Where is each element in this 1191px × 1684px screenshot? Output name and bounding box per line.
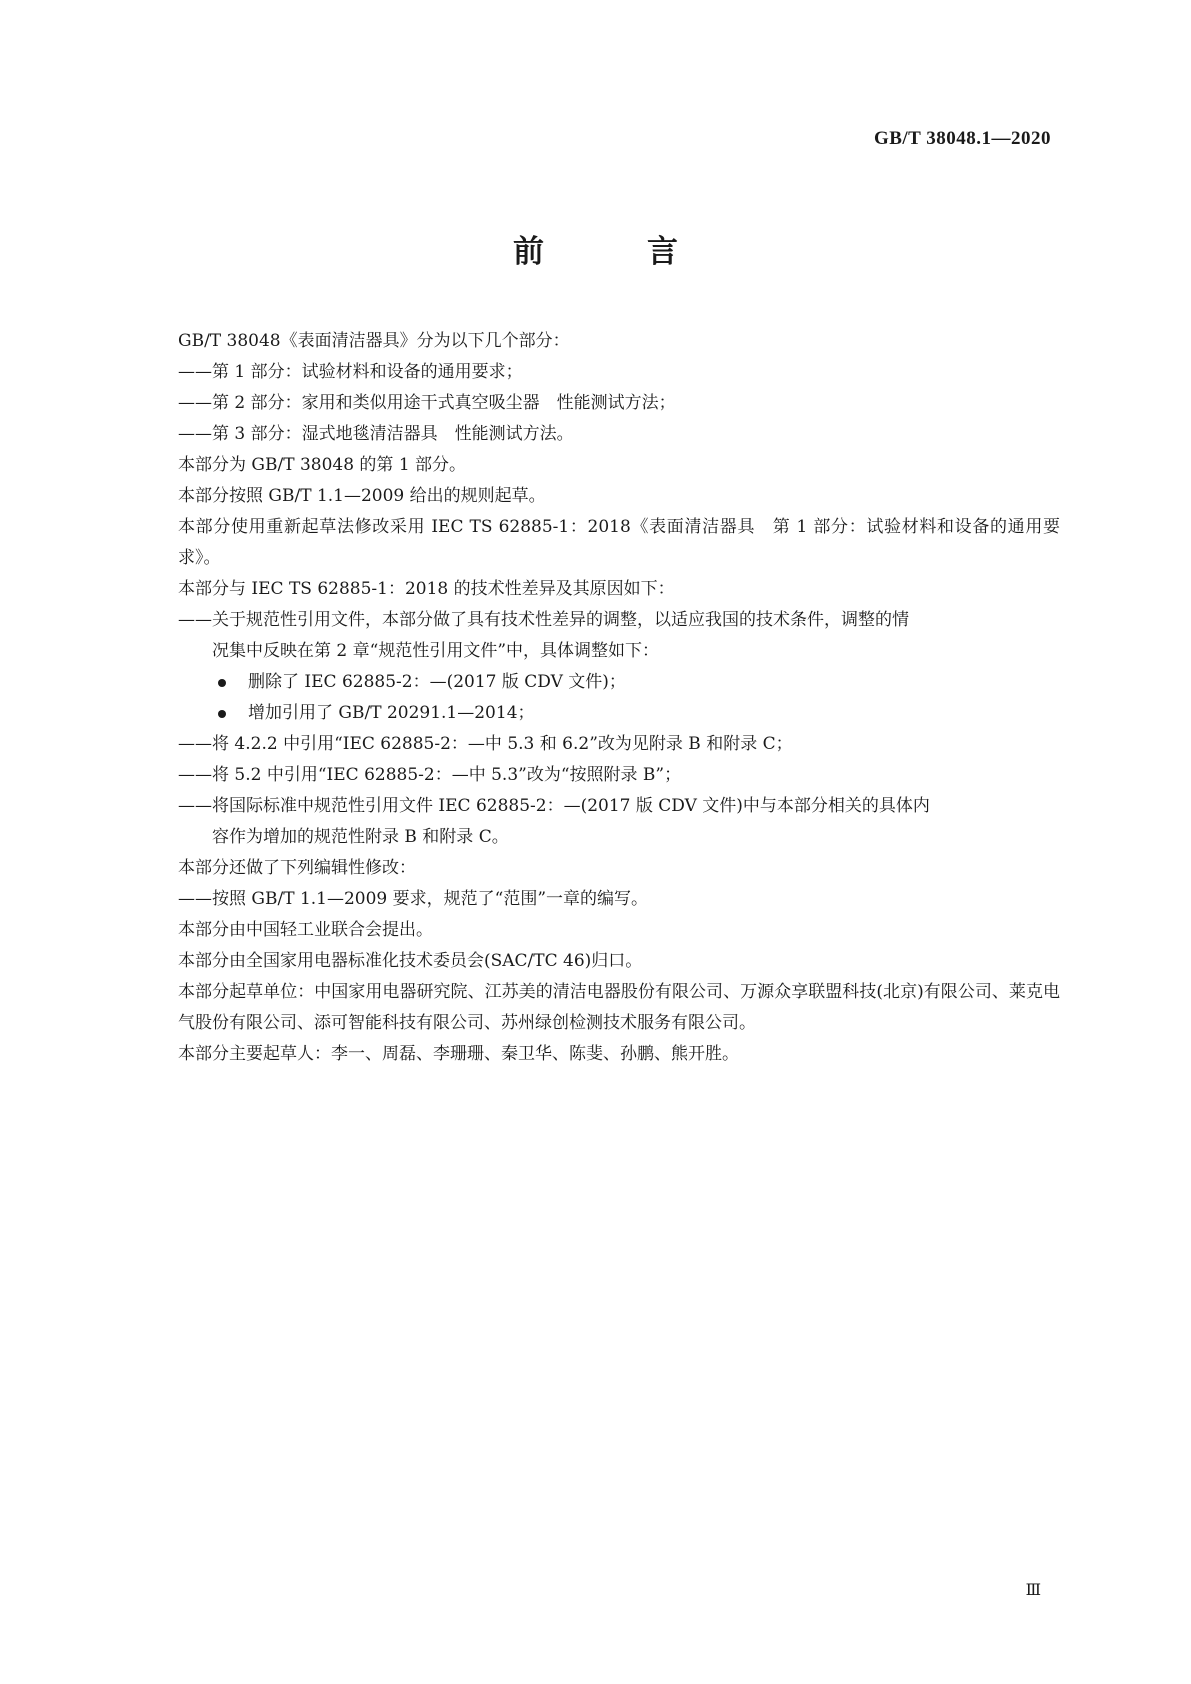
paragraph: 本部分由中国轻工业联合会提出。 xyxy=(178,920,433,940)
list-item: ——关于规范性引用文件，本部分做了具有技术性差异的调整，以适应我国的技术条件，调整的情 xyxy=(178,610,909,630)
list-item-continuation: 容作为增加的规范性附录 B 和附录 C。 xyxy=(212,827,509,847)
paragraph: 本部分起草单位：中国家用电器研究院、江苏美的清洁电器股份有限公司、万源众享联盟科技(北京)有限公司、莱克电气股份有限公司、添可智能科技有限公司、苏州绿创检测技术服务有限公司。 xyxy=(178,982,1060,1033)
list-item: ——按照 GB/T 1.1—2009 要求，规范了“范围”一章的编写。 xyxy=(178,889,649,909)
paragraph: GB/T 38048《表面清洁器具》分为以下几个部分： xyxy=(178,331,570,351)
paragraph: 本部分使用重新起草法修改采用 IEC TS 62885-1：2018《表面清洁器具 第 1 部分：试验材料和设备的通用要求》。 xyxy=(178,517,1060,568)
list-item: ——将 5.2 中引用“IEC 62885-2：—中 5.3”改为“按照附录 B”； xyxy=(178,765,682,785)
paragraph: 本部分按照 GB/T 1.1—2009 给出的规则起草。 xyxy=(178,486,546,506)
paragraph: 本部分主要起草人：李一、周磊、李珊珊、秦卫华、陈斐、孙鹏、熊开胜。 xyxy=(178,1044,739,1064)
bullet-icon xyxy=(218,679,226,687)
paragraph: 本部分为 GB/T 38048 的第 1 部分。 xyxy=(178,455,467,475)
foreword-body xyxy=(132,326,1060,1070)
paragraph: 本部分与 IEC TS 62885-1：2018 的技术性差异及其原因如下： xyxy=(178,579,675,599)
list-item: ——第 2 部分：家用和类似用途干式真空吸尘器 性能测试方法； xyxy=(178,393,676,413)
list-item-continuation: 况集中反映在第 2 章“规范性引用文件”中，具体调整如下： xyxy=(212,641,660,661)
page-title: 前 言 xyxy=(513,234,714,270)
page-number: Ⅲ xyxy=(1025,1582,1041,1599)
standard-number: GB/T 38048.1—2020 xyxy=(873,128,1051,149)
list-item: ——将 4.2.2 中引用“IEC 62885-2：—中 5.3 和 6.2”改为见附录 B 和附录 C； xyxy=(178,734,793,754)
bullet-item xyxy=(132,667,1060,698)
paragraph: 本部分还做了下列编辑性修改： xyxy=(178,858,416,878)
list-item: ——第 1 部分：试验材料和设备的通用要求； xyxy=(178,362,523,382)
list-item: ——将国际标准中规范性引用文件 IEC 62885-2：—(2017 版 CDV 文件)中与本部分相关的具体内 xyxy=(178,796,930,816)
paragraph: 本部分由全国家用电器标准化技术委员会(SAC/TC 46)归口。 xyxy=(178,951,643,971)
list-item: ——第 3 部分：湿式地毯清洁器具 性能测试方法。 xyxy=(178,424,574,444)
bullet-item xyxy=(132,698,1060,729)
bullet-icon xyxy=(218,710,226,718)
bullet-text: 删除了 IEC 62885-2：—(2017 版 CDV 文件)； xyxy=(248,672,626,692)
bullet-text: 增加引用了 GB/T 20291.1—2014； xyxy=(248,703,535,723)
